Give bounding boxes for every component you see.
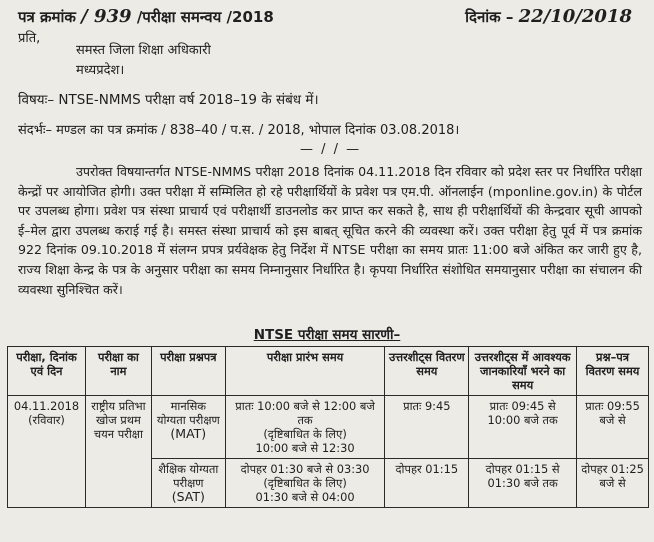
cell-qpaper-time: दोपहर 01:25 बजे से: [577, 459, 649, 508]
divider: — / / —: [300, 142, 362, 157]
date-value: 22/10/2018: [518, 6, 632, 27]
cell-fill-info-time: दोपहर 01:15 से 01:30 बजे तक: [469, 459, 577, 508]
cell-start-time: [225, 459, 385, 508]
cell-start-time: [225, 396, 385, 459]
recipient-prati: प्रति,: [18, 31, 41, 46]
cell-fill-info-time: प्रातः 09:45 से 10:00 बजे तक: [469, 396, 577, 459]
header-start-time: परीक्षा प्रारंभ समय: [225, 347, 385, 396]
date-label: दिनांक –: [465, 8, 514, 26]
table-title: NTSE परीक्षा समय सारणी–: [253, 327, 401, 343]
start-time-vi: 01:30 बजे से 04:00: [255, 490, 355, 504]
paper-code: (MAT): [170, 426, 207, 441]
cell-paper: [151, 396, 225, 459]
letter-date: [465, 6, 632, 27]
exam-schedule-table: [7, 346, 649, 508]
cell-qpaper-time: प्रातः 09:55 बजे से: [577, 396, 649, 459]
header-qpaper-time: प्रश्न–पत्र वितरण समय: [577, 347, 649, 396]
cell-answersheet-time: प्रातः 9:45: [385, 396, 469, 459]
subject-line: विषयः– NTSE-NMMS परीक्षा वर्ष 2018–19 के संबंध में।: [18, 92, 319, 108]
letter-number-suffix: /परीक्षा समन्वय /2018: [136, 8, 274, 26]
table-header-row: [8, 347, 649, 396]
cell-paper: [151, 459, 225, 508]
recipient-line-1: समस्त जिला शिक्षा अधिकारी: [76, 43, 211, 58]
header-answersheet-time: उत्तरशीट्स वितरण समय: [385, 347, 469, 396]
header-fill-info-time: उत्तरशीट्स में आवश्यक जानकारियाँ भरने का समय: [469, 347, 577, 396]
exam-day: (रविवार): [28, 413, 65, 427]
paper-name: मानसिक योग्यता परीक्षण: [156, 399, 220, 427]
exam-date: 04.11.2018: [13, 399, 80, 413]
header-exam-name: परीक्षा का नाम: [85, 347, 151, 396]
letter-number-prefix: पत्र क्रमांक: [18, 8, 76, 26]
start-time-note: (दृष्टिबाधित के लिए): [263, 476, 347, 490]
paper-code: (SAT): [171, 489, 205, 504]
letter-number-handwritten: / 939: [81, 6, 132, 27]
cell-exam-name: राष्ट्रीय प्रतिभा खोज प्रथम चयन परीक्षा: [85, 396, 151, 508]
cell-answersheet-time: दोपहर 01:15: [385, 459, 469, 508]
start-time-note: (दृष्टिबाधित के लिए): [263, 427, 347, 441]
start-time-main: दोपहर 01:30 बजे से 03:30: [240, 462, 370, 476]
body-paragraph: उपरोक्त विषयान्तर्गत NTSE-NMMS परीक्षा 2018 दिनांक 04.11.2018 दिन रविवार को प्रदेश स्तर पर निर्धारित परीक्षा केन्द्रों पर आयोजित होगी। उक्त परीक्षा में सम्मिलित हो रहे परीक्षार्थियों के प्रवेश पत्र एम.पी. ऑनलाईन (mponline.gov.in) के पोर्टल पर उपलब्ध होगा। प्रवेश पत्र संस्था प्राचार्य एवं परीक्षार्थी डाउनलोड कर प्राप्त कर सकते है, साथ ही परीक्षार्थियों की केन्द्रवार सूची आपको ई–मेल द्वारा उपलब्ध कराई गई है। समस्त संस्था प्राचार्य को इस बाबत् सूचित करने की व्यवस्था करें। उक्त परीक्षा हेतु पूर्व में पत्र क्रमांक 922 दिनांक 09.10.2018 में संलग्न प्रपत्र प्रर्यवेक्षक हेतु निर्देश में NTSE परीक्षा का समय प्रातः 11:00 बजे अंकित कर जारी हुए है, राज्य शिक्षा केन्द्र के पत्र के अनुसार परीक्षा का समय निम्नानुसार निर्धारित है। कृपया निर्धारित संशोधित समयानुसार परीक्षा का संचालन की व्यवस्था सुनिश्चित करें।: [18, 164, 642, 297]
header-paper: परीक्षा प्रश्नपत्र: [151, 347, 225, 396]
header-exam-date: परीक्षा, दिनांक एवं दिन: [8, 347, 86, 396]
recipient-line-2: मध्यप्रदेश।: [76, 63, 125, 78]
reference-line: संदर्भः– मण्डल का पत्र क्रमांक / 838–40 / प.स. / 2018, भोपाल दिनांक 03.08.2018।: [18, 123, 460, 138]
table-row: [8, 396, 649, 459]
letter-number: [18, 6, 274, 27]
cell-date: [8, 396, 86, 508]
start-time-vi: 10:00 बजे से 12:30: [255, 441, 355, 455]
paper-name: शैक्षिक योग्यता परीक्षण: [158, 462, 219, 490]
start-time-main: प्रातः 10:00 बजे से 12:00 बजे तक: [235, 399, 375, 427]
